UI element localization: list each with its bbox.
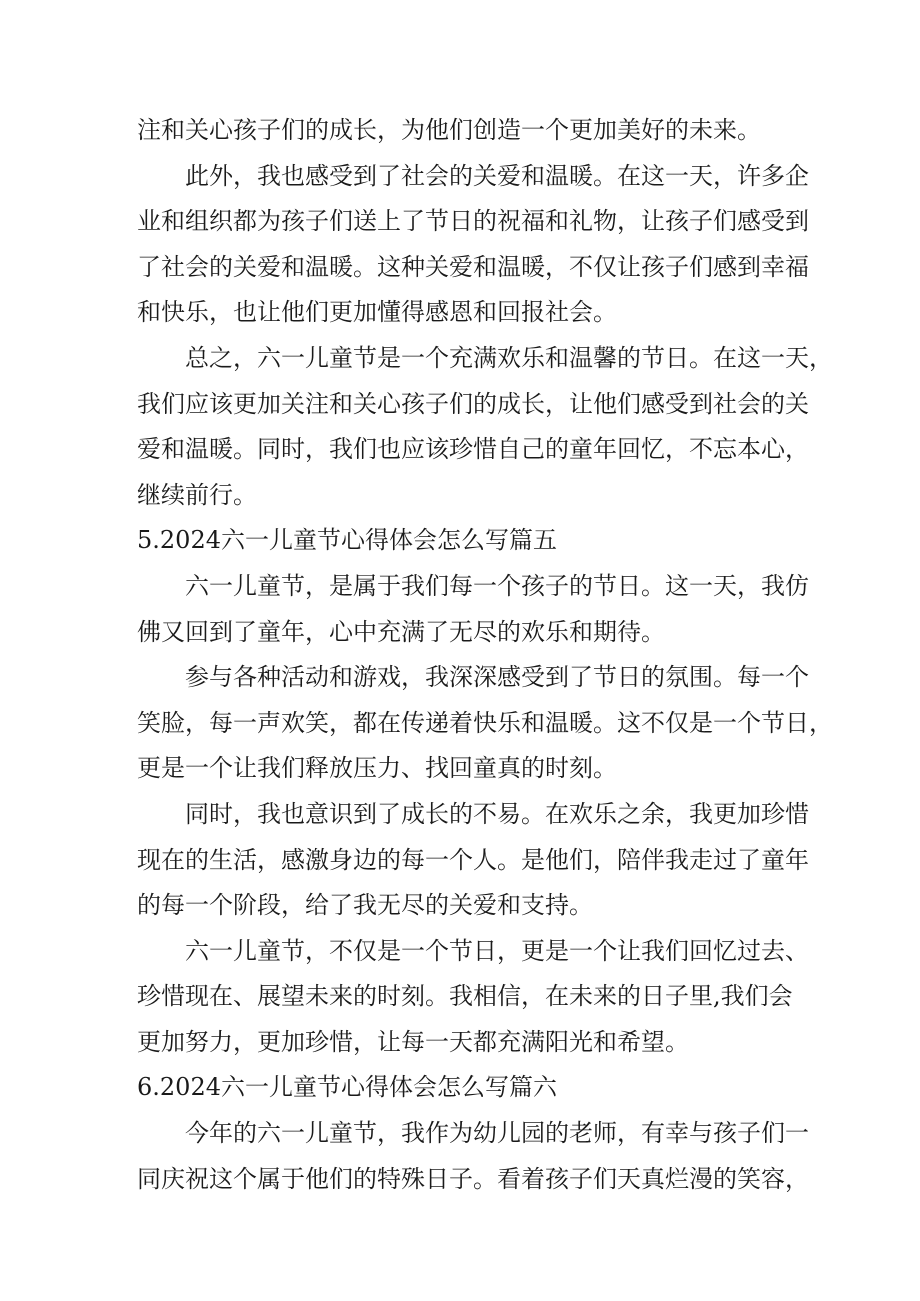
paragraph-line: 总之，六一儿童节是一个充满欢乐和温馨的节日。在这一天， [185,343,833,372]
paragraph-line: 笑脸，每一声欢笑，都在传递着快乐和温暖。这不仅是一个节日， [137,708,833,737]
paragraph-line: 更加努力，更加珍惜，让每一天都充满阳光和希望。 [137,1027,689,1056]
paragraph-line: 继续前行。 [137,480,257,509]
paragraph-line: 注和关心孩子们的成长，为他们创造一个更加美好的未来。 [137,116,761,144]
paragraph-line: 同庆祝这个属于他们的特殊日子。看着孩子们天真烂漫的笑容， [137,1164,809,1193]
paragraph-line: 了社会的关爱和温暖。这种关爱和温暖，不仅让孩子们感到幸福 [137,252,809,281]
section-heading: 5.2024六一儿童节心得体会怎么写篇五 [137,526,557,555]
paragraph-line: 此外，我也感受到了社会的关爱和温暖。在这一天，许多企 [185,161,809,190]
paragraph-line: 爱和温暖。同时，我们也应该珍惜自己的童年回忆，不忘本心， [137,435,809,464]
paragraph-line: 和快乐，也让他们更加懂得感恩和回报社会。 [137,298,617,327]
paragraph-line: 现在的生活，感激身边的每一个人。是他们，陪伴我走过了童年 [137,845,809,874]
paragraph-line: 的每一个阶段，给了我无尽的关爱和支持。 [137,891,593,920]
paragraph-line: 更是一个让我们释放压力、找回童真的时刻。 [137,754,617,783]
paragraph-line: 同时，我也意识到了成长的不易。在欢乐之余，我更加珍惜 [185,799,809,828]
paragraph-line: 我们应该更加关注和关心孩子们的成长，让他们感受到社会的关 [137,389,809,418]
paragraph-line: 业和组织都为孩子们送上了节日的祝福和礼物，让孩子们感受到 [137,207,809,236]
document-body [137,108,833,1202]
paragraph-line: 参与各种活动和游戏，我深深感受到了节日的氛围。每一个 [185,663,809,692]
paragraph-line: 六一儿童节，是属于我们每一个孩子的节日。这一天，我仿 [185,571,809,600]
paragraph-line: 佛又回到了童年，心中充满了无尽的欢乐和期待。 [137,617,665,646]
section-heading: 6.2024六一儿童节心得体会怎么写篇六 [137,1073,557,1102]
paragraph-line: 珍惜现在、展望未来的时刻。我相信，在未来的日子里,我们会 [137,982,793,1011]
paragraph-line: 今年的六一儿童节，我作为幼儿园的老师，有幸与孩子们一 [185,1119,809,1148]
paragraph-line: 六一儿童节，不仅是一个节日，更是一个让我们回忆过去、 [185,936,809,965]
